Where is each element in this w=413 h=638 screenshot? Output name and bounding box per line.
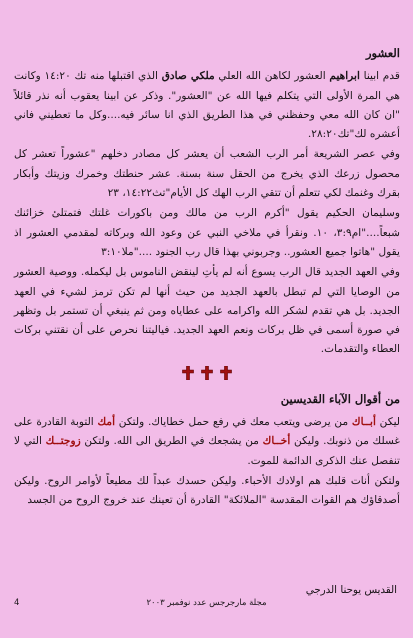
text-run: التي لا تنفصل عنك الذكرى الدائمة للموت. <box>14 435 400 467</box>
fathers-paragraph-2 <box>14 472 400 511</box>
text-run: وسليمان الحكيم يقول "أكرم الرب من مالك ومن باكورات غلتك فتمتلئ خزائنك شبعاً...."ام٣:٩، ١٠. ونقرأ في ملاخي النبي عن وعود الله وبركاته لمقدمي العشور اذ يقول "هاتوا جميع العشور.. وجربوني بهذا قال رب الجنود ...."ملا٣:١٠ <box>14 207 400 258</box>
bold-name: ابراهيم <box>329 70 360 83</box>
text-run: الذي اقتبلها منه تك ١٤:٢٠ وكانت هي المرة الأولى التي يتكلم فيها الله عن "العشور". وذكر عن ابينا يعقوب أنه نذر قائلاً "ان كان الله معي وحفظني في هذا الطريق الذي انا سائر فيه....وكل ما تعطيني فاني أعشره لك"تك٢٨:٢٠. <box>14 70 400 141</box>
tithe-paragraph-4 <box>14 263 400 359</box>
three-crosses-icon <box>14 366 400 384</box>
quote-author: القديس يوحنا الدرجي <box>305 584 397 596</box>
text-run: التوبة القادرة على غسلك من ذنوبك. وليكن <box>14 416 400 448</box>
text-run: وفي عصر الشريعة أمر الرب الشعب أن يعشر كل مصادر دخلهم "عشوراً تعشر كل محصول زرعك الذي يخرج من الحقل سنة بسنة. عشر حنطتك وخمرك وزيتك وأبكار بقرك وغنمك لكي تتعلم أن تتقي الرب الهك كل الأيام"تث١٤:٢٢، ٢٣ <box>14 148 400 200</box>
highlighted-word: أبــاك <box>351 416 376 429</box>
tithe-paragraph-2 <box>14 145 400 203</box>
publication-source: مجلة مارجرجس عدد نوفمبر ٢٠٠٣ <box>146 598 267 608</box>
section-heading-fathers: من أقوال الآباء القديسين <box>280 391 400 406</box>
bold-name: ملكي صادق <box>161 70 215 83</box>
text-run: العشور لكاهن الله العلي <box>214 70 330 83</box>
cross-icon <box>220 366 232 387</box>
tithe-section <box>14 44 400 360</box>
text-run: ولتكن أنات قلبك هم اولادك الأحباء. وليكن حسدك عبداً لك مطيعاً لأوامر الروح. وليكن أصدقاؤك هم القوات المقدسة "الملائكة" القادرة أن تعينك عند خروج الروح من الجسد <box>14 474 400 507</box>
highlighted-word: أخــاك <box>262 435 291 448</box>
cross-icon <box>182 366 194 387</box>
text-run: قدم ابينا <box>359 70 400 83</box>
cross-icon <box>201 366 213 387</box>
section-heading-tithe: العشور <box>365 46 400 60</box>
tithe-paragraph-1 <box>14 67 400 144</box>
text-run: من يشجعك في الطريق الى الله. ولتكن <box>80 435 263 448</box>
text-run: وفي العهد الجديد قال الرب يسوع أنه لم يأتِ لينقض الناموس بل ليكمله. ووصية العشور من الوصايا التي لم تبطل بالعهد الجديد من حيث أنها لم تكن ترمز لشيء في العهد الجديد. بل هي تقدم لشكر الله واكرامه على عطاياه ومن ثم ينبغي أن تستمر بل وتظهر في صورة أسمى في ظل بركات ونعم العهد الجديد. فياليتنا نحرص على أن نقتني بركات العطاء والتقدمات. <box>14 266 400 356</box>
fathers-sayings-section <box>14 390 400 511</box>
page-footer <box>0 584 413 618</box>
tithe-paragraph-3 <box>14 204 400 262</box>
highlighted-word: زوجتــك <box>45 435 81 448</box>
text-run: ليكن <box>375 416 400 429</box>
highlighted-word: أمك <box>97 416 116 429</box>
page-content <box>14 44 400 512</box>
page-number: 4 <box>14 598 20 608</box>
fathers-paragraph-1 <box>14 413 400 471</box>
text-run: من يرضى ويتعب معك في رفع حمل خطاياك. ولتكن <box>115 416 352 429</box>
